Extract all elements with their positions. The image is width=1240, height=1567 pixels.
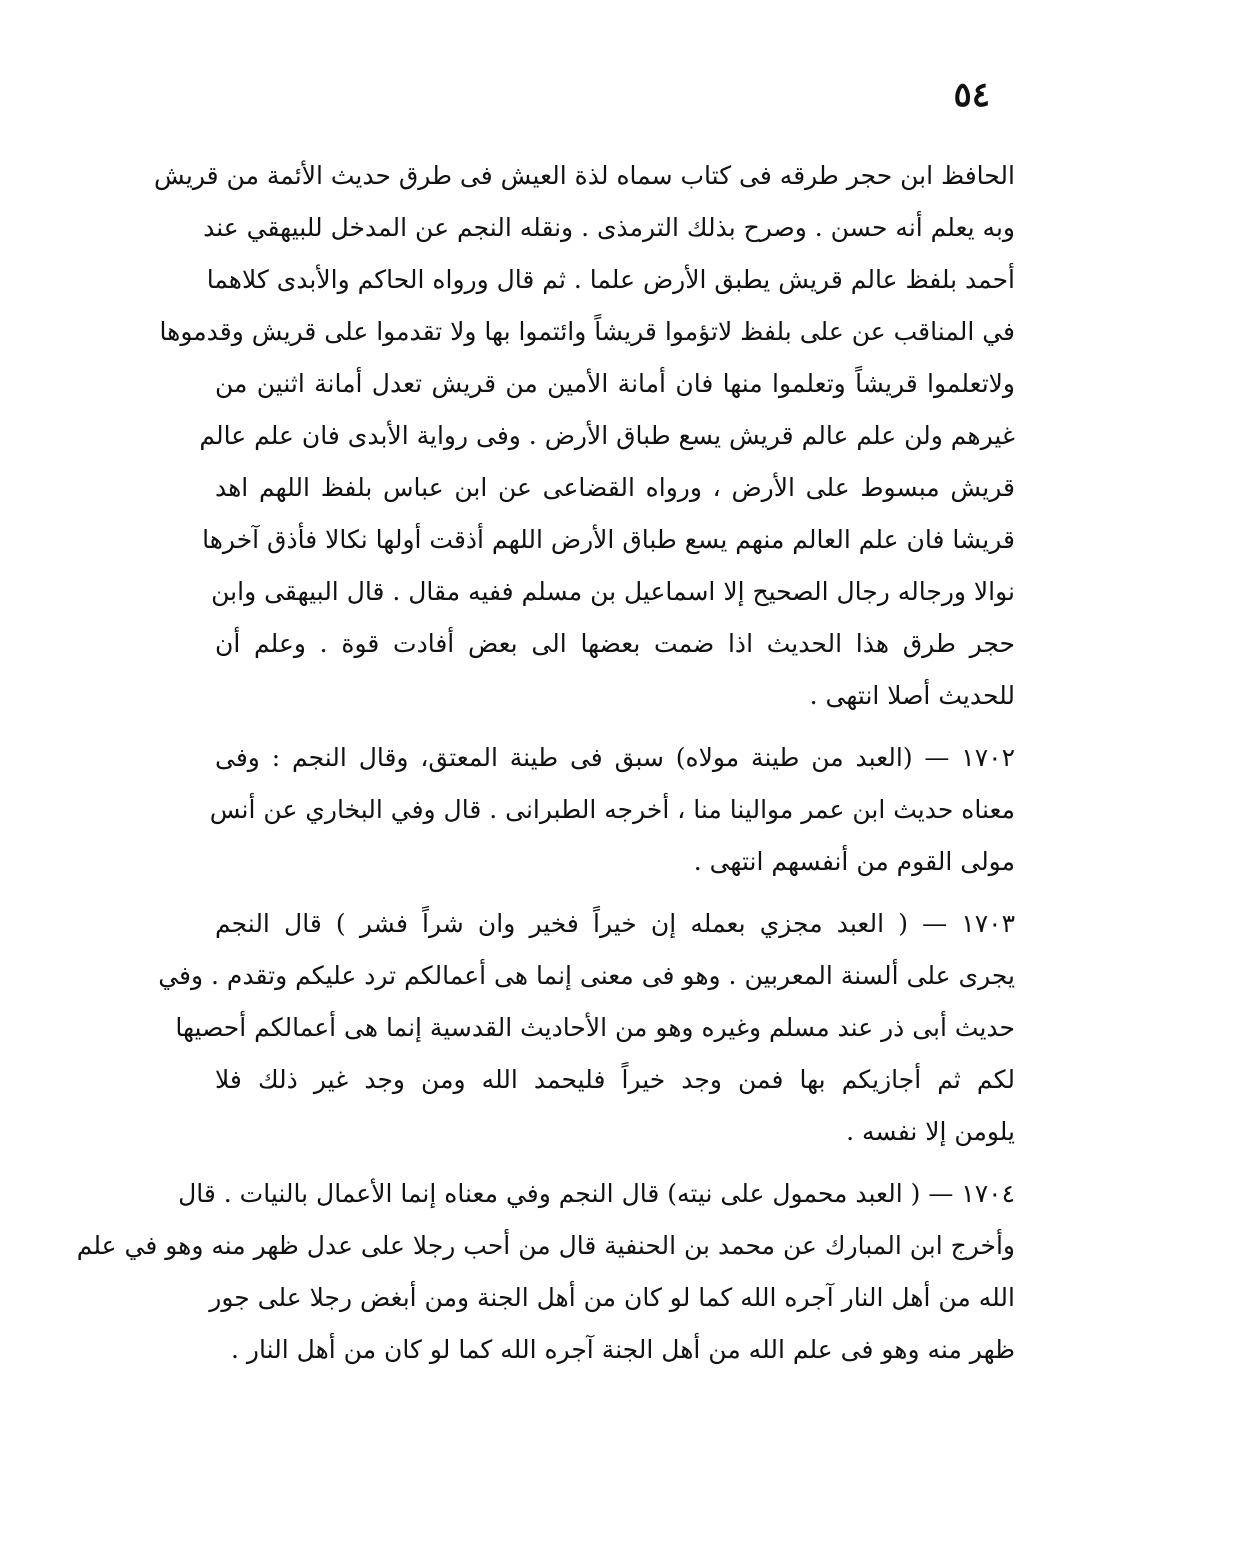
text-line: في المناقب عن على بلفظ لاتؤموا قريشاً وائتموا بها ولا تقدموا على قريش وقدموها [159,317,1015,346]
text-line: وبه يعلم أنه حسن . وصرح بذلك الترمذى . ونقله النجم عن المدخل للبيهقي عند [203,213,1015,242]
text-line: حجر طرق هذا الحديث اذا ضمت بعضها الى بعض أفادت قوة . وعلم أن [215,629,1015,658]
text-line: أحمد بلفظ عالم قريش يطبق الأرض علما . ثم قال ورواه الحاكم والأبدى كلاهما [206,265,1015,294]
text-line: غيرهم ولن علم عالم قريش يسع طباق الأرض . وفى رواية الأبدى فان علم عالم [199,421,1015,450]
text-line: لكم ثم أجازيكم بها فمن وجد خيراً فليحمد الله ومن وجد غير ذلك فلا [215,1065,1015,1094]
text-line: قريش مبسوط على الأرض ، ورواه القضاعى عن ابن عباس بلفظ اللهم اهد [215,473,1015,502]
text-line-end-of-paragraph: مولى القوم من أنفسهم انتهى . [693,847,1015,876]
text-line-end-of-paragraph: للحديث أصلا انتهى . [809,681,1015,710]
text-line: ولاتعلموا قريشاً وتعلموا منها فان أمانة الأمين من قريش تعدل أمانة اثنين من [215,369,1015,398]
page-number: ٥٤ [953,75,990,115]
text-line: معناه حديث ابن عمر موالينا منا ، أخرجه الطبرانى . قال وفي البخاري عن أنس [209,795,1015,824]
text-line-end-of-paragraph: يلومن إلا نفسه . [846,1117,1015,1146]
text-line: الله من أهل النار آجره الله كما لو كان من أهل الجنة ومن أبغض رجلا على جور [209,1283,1015,1312]
text-line: وأخرج ابن المبارك عن محمد بن الحنفية قال من أحب رجلا على عدل ظهر منه وهو في علم [76,1231,1015,1260]
entry-1702-heading-line: ١٧٠٢ — (العبد من طينة مولاه) سبق فى طينة المعتق، وقال النجم : وفى [215,743,1015,772]
text-line: حديث أبى ذر عند مسلم وغيره وهو من الأحاديث القدسية إنما هى أعمالكم أحصيها [175,1013,1015,1042]
text-line: يجرى على ألسنة المعربين . وهو فى معنى إنما هى أعمالكم ترد عليكم وتقدم . وفي [158,961,1015,990]
page-body [76,150,1015,1376]
text-line-end-of-paragraph: ظهر منه وهو فى علم الله من أهل الجنة آجره الله كما لو كان من أهل النار . [231,1335,1015,1364]
text-line: الحافظ ابن حجر طرقه فى كتاب سماه لذة العيش فى طرق حديث الأئمة من قريش [154,161,1015,190]
text-line: قريشا فان علم العالم منهم يسع طباق الأرض اللهم أذقت أولها نكالا فأذق آخرها [202,525,1015,554]
entry-1703-heading-line: ١٧٠٣ — ( العبد مجزي بعمله إن خيراً فخير وان شراً فشر ) قال النجم [215,909,1015,938]
entry-1704-heading-line: ١٧٠٤ — ( العبد محمول على نيته) قال النجم وفي معناه إنما الأعمال بالنيات . قال [178,1179,1015,1208]
text-line: نوالا ورجاله رجال الصحيح إلا اسماعيل بن مسلم ففيه مقال . قال البيهقى وابن [211,577,1015,606]
